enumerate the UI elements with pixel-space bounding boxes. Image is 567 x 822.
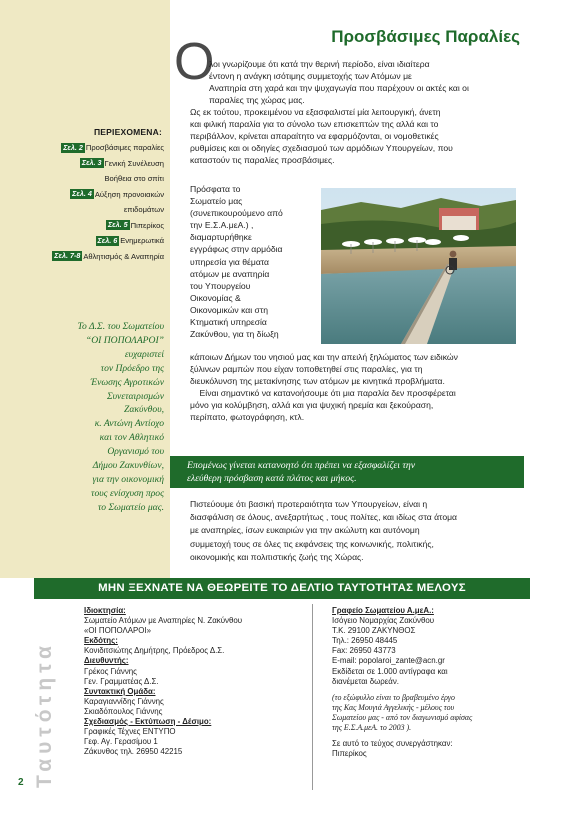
thanks-line: ευχαριστεί <box>124 348 164 360</box>
text-line: (συνεπικουρούμενο από <box>190 208 283 219</box>
text-line: Ως εκ τούτου, προκειμένου να εξασφαλιστεί μία λειτουργική, άνετη <box>190 107 441 117</box>
toc-page-badge: Σελ. 4 <box>72 189 92 199</box>
paragraph-2 <box>190 183 314 340</box>
text-line: Πρόσφατα το <box>190 184 241 194</box>
text-line: του Υπουργείου <box>190 280 251 291</box>
info-line: Γρέκος Γιάννης <box>84 666 137 676</box>
text-line: Κτηματική υπηρεσία <box>190 317 267 328</box>
info-line: Γραφικές Τέχνες ΕΝΤΥΠΟ <box>84 727 176 737</box>
info-heading: Γραφείο Σωματείου Α.μεΑ.: <box>332 606 434 615</box>
toc-item-label: Βοήθεια στο σπίτι <box>104 174 164 184</box>
text-line: μόνο για κολύμβηση, αλλά και για ψυχική ηρεμία και ξεκούραση, <box>190 400 434 411</box>
text-line: περιβάλλον, κρίνεται απαραίτητο να εφαρμόζονται, οι νομοθετικές <box>190 131 439 142</box>
highlight-text <box>187 459 507 485</box>
text-line: λοι γνωρίζουμε ότι κατά την θερινή περίοδο, είναι ιδιαίτερα <box>209 59 430 69</box>
toc-item[interactable] <box>0 233 164 249</box>
thanks-line: για την οικονομική <box>92 473 164 485</box>
toc-item-label: Ενημερωτικά <box>120 236 164 246</box>
toc-item[interactable] <box>0 249 164 265</box>
text-line: ατόμων με αναπηρία <box>190 268 270 279</box>
highlight-line: Επομένως γίνεται κατανοητό ότι πρέπει να εξασφαλίζει την <box>187 460 416 471</box>
info-line: Κονιδιτσιώτης Δημήτρης, Πρόεδρος Δ.Σ. <box>84 646 225 656</box>
info-line: Γεφ. Αγ. Γερασίμου 1 <box>84 737 158 747</box>
text-line: με αναπηρίες, ίσων ευκαιριών για την ακώλυτη και αυτόνομη <box>190 525 420 536</box>
info-line: Σωματείου μας - από τον διαγωνισμό αφίσας <box>332 712 473 722</box>
office-info <box>332 606 532 759</box>
info-line: Ζάκυνθος τηλ. 26950 42215 <box>84 747 183 757</box>
toc-item-label: Γενική Συνέλευση <box>104 158 164 168</box>
drop-cap: Ο <box>174 33 215 91</box>
thanks-line: το Σωματείο μας. <box>97 501 164 513</box>
thanks-line: Οργανισμό του <box>107 446 164 458</box>
toc-item[interactable] <box>0 187 164 203</box>
thanks-line: τους ενίσχυση προς <box>91 487 164 499</box>
info-heading: Συντακτική Ομάδα: <box>84 686 156 696</box>
thanks-line: Συνεταιρισμών <box>106 390 164 402</box>
info-line: Εκδίδεται σε 1.000 αντίγραφα και <box>332 666 448 676</box>
paragraph-3 <box>190 351 515 424</box>
toc-item-label: επιδομάτων <box>123 205 164 215</box>
info-line: Ισόγειο Νομαρχίας Ζακύνθου <box>332 616 435 626</box>
paragraph-4 <box>190 498 515 564</box>
text-line: ξύλινων ραμπών που είχαν τοποθετηθεί στις παραλίες, για τη <box>190 364 423 375</box>
toc-item[interactable] <box>0 171 164 187</box>
toc-item[interactable] <box>0 156 164 172</box>
paragraph-1 <box>190 106 515 166</box>
info-line: Σωματείο Ατόμων με Αναπηρίες Ν. Ζακύνθου <box>84 616 243 626</box>
article-title: Προσβάσιμες Παραλίες <box>331 27 520 46</box>
info-line: Τ.Κ. 29100 ΖΑΚΥΝΘΟΣ <box>332 626 416 636</box>
page-number: 2 <box>18 777 24 788</box>
text-line: την Ε.Σ.Α.μεΑ.) , <box>190 220 254 231</box>
info-line: διανέμεται δωρεάν. <box>332 676 400 686</box>
info-line: E-mail: popolaroi_zante@acn.gr <box>332 656 445 666</box>
toc-heading: ΠΕΡΙΕΧΟΜΕΝΑ: <box>93 127 162 137</box>
text-line: συμμετοχή τους σε όλες τις εκφάνσεις της κοινωνικής, πολιτικής, <box>190 538 434 549</box>
thanks-note <box>6 320 164 515</box>
table-of-contents <box>0 140 164 264</box>
toc-page-badge: Σελ. 3 <box>81 158 102 168</box>
info-line: Γεν. Γραμματέας Δ.Σ. <box>84 676 159 686</box>
text-line: διαμαρτυρήθηκε <box>190 232 252 243</box>
info-line: Τηλ.: 26950 48445 <box>332 636 398 646</box>
info-line: (το εξώφυλλο είναι το βραβευμένο έργο <box>332 692 455 702</box>
toc-page-badge: Σελ. 7-8 <box>54 251 81 261</box>
thanks-line: τον Πρόεδρο της <box>100 362 164 374</box>
toc-page-badge: Σελ. 2 <box>63 142 83 152</box>
text-line: διευκόλυνση της μετακίνησης των ατόμων με κινητικά προβλήματα. <box>190 376 445 387</box>
text-line: περίπατο, φωτογράφηση, κτλ. <box>190 412 305 423</box>
text-line: Ζακύνθου, για τη δίωξη <box>190 329 279 340</box>
info-heading: Ιδιοκτησία: <box>84 606 126 615</box>
thanks-line: και τον Αθλητικό <box>99 432 164 444</box>
info-line: της Κας Μουγιά Αγγελικής - μέλους του <box>332 702 455 712</box>
thanks-line: Δήμου Ζακυνθίων, <box>92 460 164 472</box>
thanks-line: Ζακύνθου, <box>124 404 164 416</box>
text-line: Πιστεύουμε ότι βασική προτεραιότητα των Υπουργείων, είναι η <box>190 499 428 509</box>
highlight-line: ελεύθερη πρόσβαση κατά πλάτος και μήκος. <box>187 473 357 484</box>
thanks-line: Το Δ.Σ. του Σωματείου <box>77 321 164 332</box>
toc-item[interactable] <box>0 218 164 234</box>
toc-item-label: Πιπερίκος <box>130 220 164 230</box>
info-line: Σε αυτό το τεύχος συνεργάστηκαν: <box>332 739 453 749</box>
toc-item-label: Αύξηση προνοιακών <box>94 189 164 199</box>
identity-vertical-title: Ταυτότητα <box>33 641 56 788</box>
toc-item-label: Αθλητισμός & Αναπηρία <box>83 251 164 261</box>
membership-banner: ΜΗΝ ΞΕΧΝΑΤΕ ΝΑ ΘΕΩΡΕΙΤΕ ΤΟ ΔΕΛΤΙΟ ΤΑΥΤΟΤΗΤΑΣ ΜΕΛΟΥΣ <box>34 578 530 599</box>
text-line: έντονη η ανάγκη ισότιμης συμμετοχής των Ατόμων με <box>209 71 412 82</box>
text-line: Αναπηρία στη χαρά και την ψυχαγωγία που παρέχουν οι ακτές και οι <box>209 83 469 94</box>
toc-page-badge: Σελ. 6 <box>97 235 118 245</box>
intro-paragraph <box>209 58 515 106</box>
thanks-line: κ. Αντώνη Αντίοχο <box>94 418 164 430</box>
text-line: Οικονομικών και στη <box>190 304 269 315</box>
text-line: υπηρεσία για θέματα <box>190 256 270 267</box>
info-heading: Σχεδιασμός - Εκτύπωση - Δέσιμο: <box>84 717 212 727</box>
beach-ramp-photo <box>321 188 516 344</box>
publisher-info <box>84 606 309 757</box>
info-heading: Διευθυντής: <box>84 656 129 666</box>
toc-item-label: Προσβάσιμες παραλίες <box>85 143 164 153</box>
info-line: της Ε.Σ.Α.μεΑ. το 2003 ). <box>332 723 412 733</box>
column-divider <box>312 604 313 790</box>
text-line: παραλίες της χώρας μας. <box>209 95 305 106</box>
toc-item[interactable] <box>0 202 164 218</box>
text-line: καταστούν τις παραλίες προσβάσιμες. <box>190 155 335 166</box>
text-line: ρυθμίσεις και οι οδηγίες σχεδιασμού των αρμόδιων Υπουργείων, που <box>190 143 453 154</box>
text-line: Σωματείο μας <box>190 196 243 207</box>
text-line: εγγράφως στην αρμόδια <box>190 244 283 255</box>
text-line: διασφάλιση σε όλους, ανεξαρτήτως , τους πολίτες, και ιδίως στα άτομα <box>190 512 458 523</box>
info-line: Fax: 26950 43773 <box>332 646 396 656</box>
toc-item[interactable] <box>0 140 164 156</box>
thanks-line: Ένωσης Αγροτικών <box>90 376 164 388</box>
info-line: Σκιαδόπουλος Γιάννης <box>84 706 163 716</box>
text-line: Είναι σημαντικό να κατανοήσουμε ότι μια παραλία δεν προσφέρεται <box>190 388 456 399</box>
info-heading: Εκδότης: <box>84 636 118 646</box>
thanks-line: “ΟΙ ΠΟΠΟΛΑΡΟΙ” <box>85 334 164 346</box>
text-line: και φιλική παραλία για το σύνολο των επισκεπτών της αλλά και το <box>190 119 439 130</box>
info-line: Καραγιαννίδης Γιάννης <box>84 696 164 706</box>
text-line: κάποιων Δήμων του νησιού μας και την απειλή ξηλώματος των ειδικών <box>190 352 458 362</box>
info-line: «ΟΙ ΠΟΠΟΛΑΡΟΙ» <box>84 626 151 636</box>
toc-page-badge: Σελ. 5 <box>107 220 128 230</box>
info-line: Πιπερίκος <box>332 749 367 759</box>
text-line: Οικονομίας & <box>190 292 241 303</box>
text-line: οικονομικής και πολιτιστικής ζωής της Χώρας. <box>190 551 364 562</box>
